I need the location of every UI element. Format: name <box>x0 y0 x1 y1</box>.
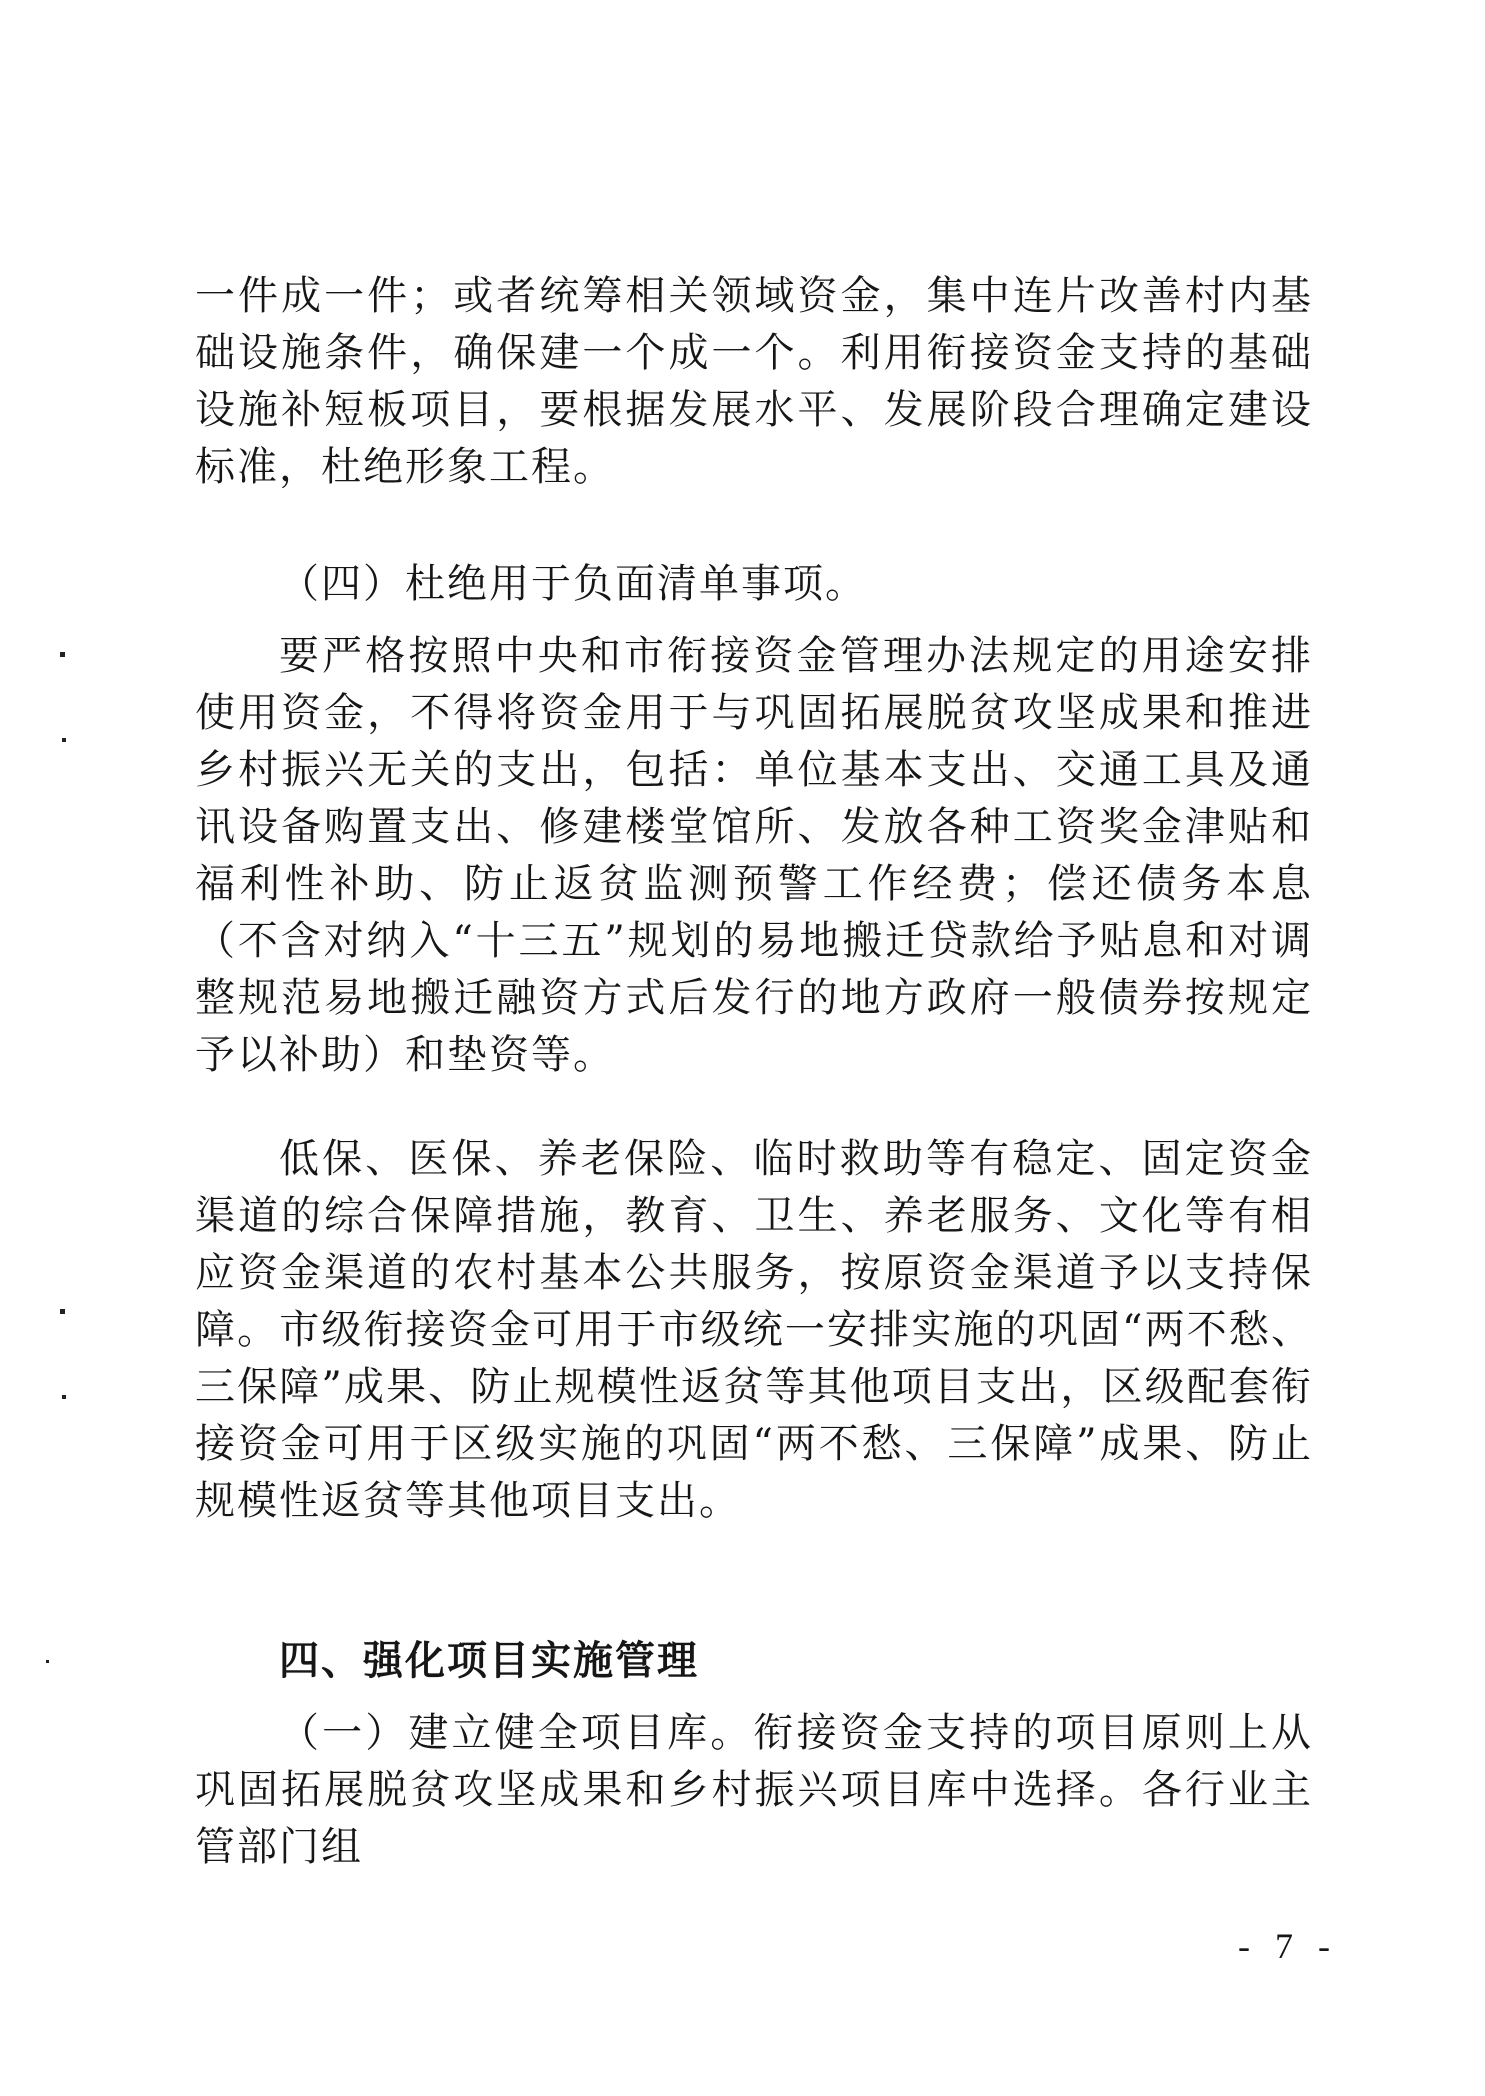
scan-speck <box>60 652 65 657</box>
section-heading-project-management: 四、强化项目实施管理 <box>279 1638 699 1684</box>
scan-speck <box>46 1660 49 1663</box>
paragraph-social-security: 低保、医保、养老保险、临时救助等有稳定、固定资金渠道的综合保障措施，教育、卫生、养老服务、文化等有相应资金渠道的农村基本公共服务，按原资金渠道予以支持保障。市级衔接资金可用于市级统一安排实施的巩固“两不愁、三保障”成果、防止规模性返贫等其他项目支出，区级配套衔接资金可用于区级实施的巩固“两不愁、三保障”成果、防止规模性返贫等其他项目支出。 <box>195 1136 1313 1524</box>
paragraph-infrastructure: 一件成一件；或者统筹相关领域资金，集中连片改善村内基础设施条件，确保建一个成一个。利用衔接资金支持的基础设施补短板项目，要根据发展水平、发展阶段合理确定建设标准，杜绝形象工程。 <box>195 273 1313 490</box>
scan-speck <box>60 1309 65 1314</box>
paragraph-project-library: （一）建立健全项目库。衔接资金支持的项目原则上从巩固拓展脱贫攻坚成果和乡村振兴项目库中选择。各行业主管部门组 <box>195 1710 1313 1870</box>
scan-speck <box>62 738 66 742</box>
scan-speck <box>62 1395 66 1399</box>
paragraph-fund-usage: 要严格按照中央和市衔接资金管理办法规定的用途安排使用资金，不得将资金用于与巩固拓展脱贫攻坚成果和推进乡村振兴无关的支出，包括：单位基本支出、交通工具及通讯设备购置支出、修建楼堂馆所、发放各种工资奖金津贴和福利性补助、防止返贫监测预警工作经费；偿还债务本息（不含对纳入“十三五”规划的易地搬迁贷款给予贴息和对调整规范易地搬迁融资方式后发行的地方政府一般债券按规定予以补助）和垫资等。 <box>195 633 1313 1078</box>
page-number: - 7 - <box>1238 1926 1338 1966</box>
section-heading-negative-list: （四）杜绝用于负面清单事项。 <box>279 561 867 607</box>
